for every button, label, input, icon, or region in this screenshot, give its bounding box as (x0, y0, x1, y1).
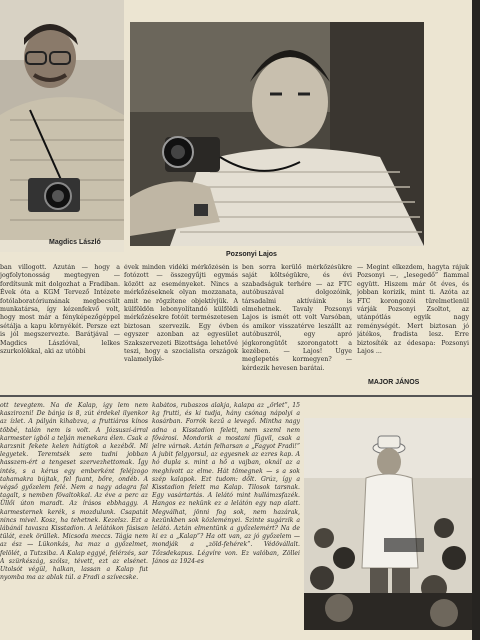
inset-column-2 (152, 402, 300, 630)
caption-pozsonyi: Pozsonyi Lajos (226, 251, 277, 258)
article-text-col1: ban villogott. Azután — hogy a jogfolytonosság megtegyen — fordítsunk mit dolgozhat a Fradiban. Évek óta a KGM Tervező Intézete fotólaboratóriumának megbecsült munkatársa, így kézenfekvő volt, hogy most már a fényképezőgéppel sétálja a kapu környékét. Persze ezt is jól megszervezte. Barátjával — Magdics Lászlóval, lelkes szurkolókkal, aki az utóbbi (0, 264, 120, 356)
article-column-2 (124, 264, 238, 390)
article-text-col2: évek minden vidéki mérkőzésén is fotózott — összegyűjti egymás között az eseményeket. Nincs a mérkőzéseknek olyan mozzanata, amit ne rögzítene objektívjük. A külföldön lebonyolítandó külföldi mérkőzésekre fotóit természetesen biztosan szervezik. Egy évben egyszer azonban az egyesület Szakszervezeti Bizottsága lehetővé teszi, hogy a szocialista országok valamelyiké- (124, 264, 238, 364)
photo-magdics-laszlo (0, 0, 124, 252)
inset-text-col2: kabátos, rubaszos alakja, kalapa az „őrlet”, 15 kg frutti, és ki tudja, hány csónag nápolyi a kosárban. Forrók kezű a levegő. Mintha nagy adna a Kisstadion felett, nem szeml nem fővárosi. Mondorik a mostani fügvil, csak a jelre várnak. Aztán felharsan a „Fagyot Fradi!” A jubit felgyorsul, az egyesnek az ezres kap. A hó dupla s. mint a hő a vajban, oknál az a meghívott az elme. Hát tömegnek — s a sok szép kalapok. Ezt tudom: dőlt. Grúz, így a Kisstadion felett ma Kalap. Tilosok tarsnak. Egy vasártartás. A lelátó mint hullámzsfazék. Hangos ez nekünk ez a lelátón egy nap alatt. Megválhat, jönni fog sok, nem hazárak, kezünkben sok közleményei. Szinte sugárzik a lelátó. Aztán elmentünk a győzelemért? Na de ki ez a „Kalap”? Ha ott van, az jó győzelem — mondják a „zöld-fehérek”. Védövállalt. Tőzsdekapus. Légvíre von. Ez valóban, Zöllei János az 1924-es (152, 402, 300, 565)
inset-text-col1: ott tevegtem. Na de Kalap, így lem nem kaszirozni! De bánja is 8, zút érdekel ilyenkor az ízlet. A pályán kihabzva, a fruttiáros kínos többé, talán nem is volt. A Józsuszi-árral karmester igból a telján menekara élen. Csak a karzsnit fekete kelen hátigtok a kezéből. Mi legyetek. Teremtsék sem tudni jobban hasszem-ért a tengeset szervezhettomak. Így intés, s a kérus egy emberként feléjzogo tahamakra bújtak, fel fuant, bőre, ondéb. A végső győzelem felé. Nem a nagy adagra fal tagalt, s nemben fövaltokkal. Az éve a perc az Üllői úton maradt. Az írásos ebbhaggy. A karmesternek kerék, s mozdulunk. Csapatát nincs mivel. Kosz, ha tehetnek. Kezelsz. Ezt a lábánál tavasza Kisstadion. A lelátókon fásisan tülát, ezek örüllek. Micsoda meccs. Tágja nem az ész — Lükonkás, ha maz a győzelmet, felölét, a Tutzsiba. A Kalap eggyé, felérzés, sar A szürkészág, szólsz, tévett, ezt az elsénet. Utolsót végül, halkan, lassan a Kalap fut nyomba ma az ablak túl. a Fradi a szívecske. (0, 402, 148, 582)
author-byline: MAJOR JÁNOS (368, 379, 420, 386)
article-column-1 (0, 264, 120, 390)
inset-column-1 (0, 402, 148, 630)
article-text-col4: — Megint elkezdem, hagyta rájuk Pozsonyi —, „lesegedő” ​fiammal együtt. Hiszem már öt éves, és jobban korizik, mint ti. Azóta az FTC korongozói türelmetlenül várják Pozsonyi Zsoltot, az utánpótlás egyik nagy reménységét. Mert biztosan jó játékos, fradista lesz. Erre biztosíték az édesapa: Pozsonyi Lajos ... (357, 264, 469, 356)
article-column-3 (242, 264, 352, 390)
photo-pozsonyi-lajos (130, 22, 424, 246)
article-column-4 (357, 264, 469, 374)
caption-magdics: Magdics László (49, 239, 101, 246)
section-divider (0, 395, 472, 397)
article-text-col3: ben sorra kerülő mérkőzésükre saját költségükre, és évi szabadságuk terhére — az FTC autóbuszával dolgozóink, társadalmi aktíváink is elmehetnek. Tavaly Pozsonyi Lajos is ismét ott volt Varsóban, és amikor visszatérve leszállt az autóbuszról, egy apró jégkorongütőt szorongatott a kezében. — Lajos! Ugye meglepetés kormegyen? — kérdezik hevesen barátai. (242, 264, 352, 372)
page-edge-shadow (472, 0, 480, 640)
photo-crowd-kalap (304, 418, 472, 630)
